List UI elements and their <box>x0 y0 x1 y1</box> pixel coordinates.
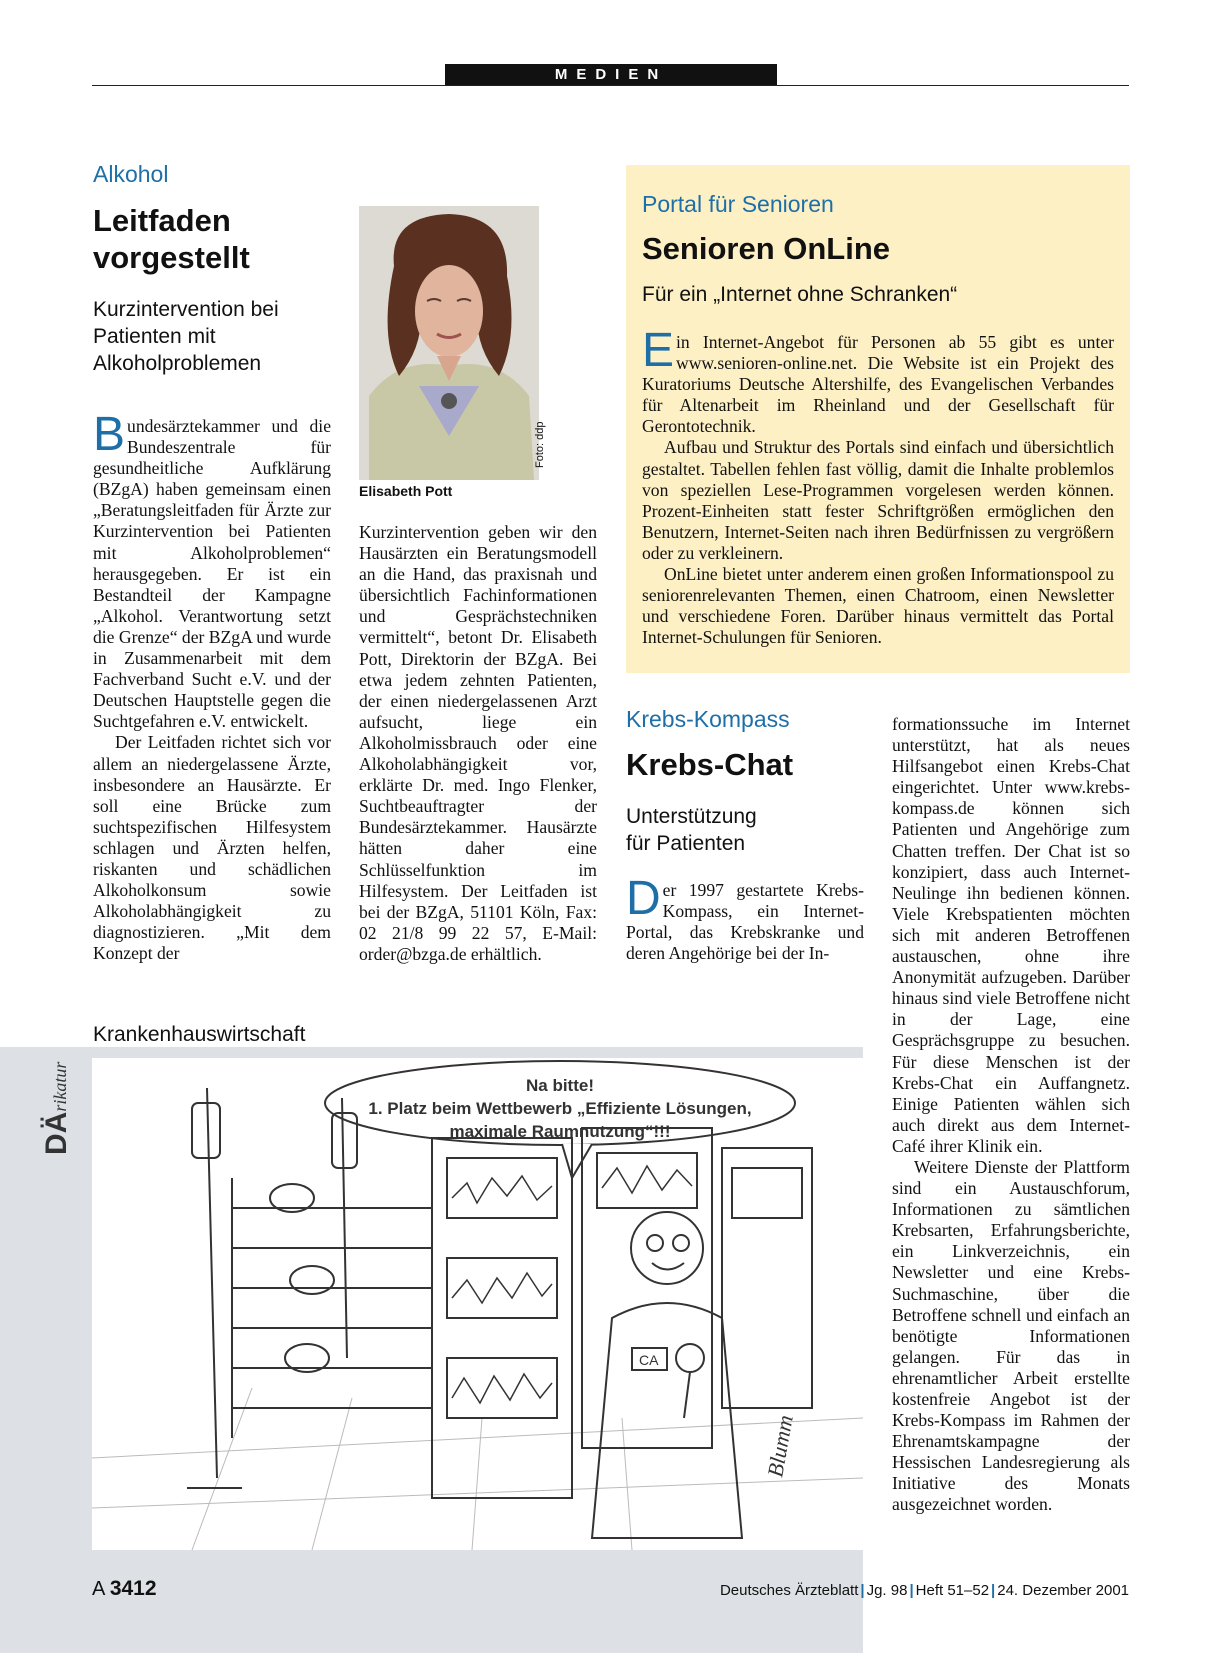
speech-line-3: maximale Raumnutzung“!!! <box>449 1122 671 1141</box>
krebs-col1-p1: er 1997 gestartete Krebs-Kompass, ein Internet-Portal, das Krebskranke und deren Angehörige bei der In- <box>626 880 864 964</box>
header-rule <box>92 85 1129 86</box>
senioren-dropcap: E <box>642 324 675 377</box>
journal-volume: Jg. 98 <box>866 1582 908 1599</box>
senioren-p2: Aufbau und Struktur des Portals sind einfach und übersichtlich gestaltet. Tabellen fehlen fast völlig, damit die Inhalte problemlos von speziellen Lese-Programmen vorgelesen werden können. Prozent-Einheiten statt fester Schriftgrößen ermöglichen den Benutzern, Internet-Seiten nach ihren Bedürfnissen zu vergrößern oder zu verkleinern. <box>642 437 1114 563</box>
krebs-col2-p1: formationssuche im Internet unterstützt, hat als neues Hilfsangebot einen Krebs-Chat eingerichtet. Unter www.krebs-kompass.de können sich Patienten und Angehörige zum Chatten treffen. Der Chat ist so konzipiert, dass auch Internet-Neulinge ihn bedienen können. Viele Krebspatienten möchten sich mit anderen Betroffenen austauschen, ohne ihre Anonymität aufzugeben. Darüber hinaus sind viele Betroffene nicht in der Lage, eine Gesprächsgruppe zu besuchen. Für diese Menschen ist der Krebs-Chat ein Auffangnetz. Einige Patienten wählen sich auch direkt aus dem Internet-Café ihrer Klinik ein. <box>892 714 1130 1156</box>
page-number: A 3412 <box>92 1577 157 1600</box>
doctor-badge: CA <box>639 1352 659 1368</box>
cartoonist-signature: Blumm <box>762 1413 798 1479</box>
senioren-kicker: Portal für Senioren <box>642 191 834 217</box>
journal-issue: Heft 51–52 <box>915 1582 990 1599</box>
da-rikatur-logo: DÄrikatur <box>40 1061 73 1155</box>
speech-line-2: 1. Platz beim Wettbewerb „Effiziente Lösungen, <box>368 1099 752 1118</box>
senioren-headline: Senioren OnLine <box>642 231 891 266</box>
krebs-subtitle: Unterstützung für Patienten <box>626 805 757 855</box>
journal-name: Deutsches Ärzteblatt <box>719 1582 859 1599</box>
alkohol-subtitle: Kurzintervention bei Patienten mit Alkoholproblemen <box>93 298 279 375</box>
portrait-photo <box>359 206 539 480</box>
krebs-headline: Krebs-Chat <box>626 747 794 782</box>
alkohol-col1-p1: undesärztekammer und die Bundeszentrale für gesundheitliche Aufklärung (BZgA) haben gemeinsam einen „Beratungsleitfaden für Ärzte zur Kurzintervention bei Patienten mit Alkoholproblemen“ herausgegeben. Er ist ein Bestandteil der Kampagne „Alkohol. Verantwortung setzt die Grenze“ der BZgA und wurde in Zusammenarbeit mit dem Fachverband Sucht e.V. und der Deutschen Hauptstelle gegen die Suchtgefahren e.V. entwickelt. <box>93 416 331 732</box>
cartoon-illustration <box>92 1058 863 1550</box>
senioren-p1: in Internet-Angebot für Personen ab 55 gibt es unter www.senioren-online.net. Die Website ist ein Projekt des Kuratoriums Deutsche Altershilfe, des Evangelischen Verbandes für Altenarbeit im Rheinland und der Gesellschaft für Gerontotechnik. <box>642 332 1114 437</box>
alkohol-column-1 <box>93 408 331 964</box>
alkohol-dropcap: B <box>93 408 126 461</box>
alkohol-kicker: Alkohol <box>93 161 169 187</box>
cartoon-drawing <box>92 1058 863 1550</box>
journal-footer: Deutsches Ärzteblatt | Jg. 98 | Heft 51–52 | 24. Dezember 2001 <box>719 1582 1129 1599</box>
senioren-body <box>642 324 1114 648</box>
krebs-dropcap: D <box>626 872 661 925</box>
speech-line-1: Na bitte! <box>526 1076 594 1095</box>
cartoon-title: Krankenhauswirtschaft <box>93 1023 306 1046</box>
krebs-column-1 <box>626 872 864 964</box>
alkohol-col1-p2: Der Leitfaden richtet sich vor allem an niedergelassene Ärzte, insbesondere an Hausärzte. Er soll eine Brücke zum suchtspezifischen Hilfesystem schlagen und Ärzten helfen, riskanten und schädlichen Alkoholkonsum sowie Alkoholabhängigkeit zu diagnostizieren. „Mit dem Konzept der <box>93 732 331 964</box>
photo-caption: Elisabeth Pott <box>359 483 453 499</box>
portrait-illustration <box>359 206 539 480</box>
krebs-col2-p2: Weitere Dienste der Plattform sind ein Austauschforum, Informationen zu sämtlichen Krebsarten, Erfahrungsberichte, ein Linkverzeichnis, ein Newsletter und eine Krebs-Suchmaschine, über die Betroffene schnell und einfach an benötigte Informationen gelangen. Für das in ehrenamtlicher Arbeit erstellte kostenfreie Angebot ist der Krebs-Kompass im Rahmen der Ehrenamtskampagne der Hessischen Landesregierung als Initiative des Monats ausgezeichnet worden. <box>892 1156 1130 1515</box>
alkohol-col2-p1: Kurzintervention geben wir den Hausärzten ein Beratungsmodell an die Hand, das praxisnah und übersichtlich Fachinformationen und Gesprächstechniken vermittelt“, betont Dr. Elisabeth Pott, Direktorin der BZgA. Bei etwa jedem zehnten Patienten, der einen niedergelassenen Arzt aufsucht, liege ein Alkoholmissbrauch oder eine Alkoholabhängigkeit vor, erklärte Dr. med. Ingo Flenker, Suchtbeauftragter der Bundesärztekammer. Hausärzte hätten daher eine Schlüsselfunktion im Hilfesystem. Der Leitfaden ist bei der BZgA, 51101 Köln, Fax: 02 21/8 99 22 57, E-Mail: order@bzga.de erhältlich. <box>359 522 597 964</box>
photo-credit: Foto: ddp <box>534 421 546 468</box>
section-header: MEDIEN <box>445 64 777 85</box>
krebs-kicker: Krebs-Kompass <box>626 706 790 732</box>
senioren-p3: OnLine bietet unter anderem einen großen Informationspool zu seniorenrelevanten Themen, einen Chatroom, einen Newsletter und verschiedene Foren. Darüber hinaus vermittelt das Portal Internet-Schulungen für Senioren. <box>642 564 1114 648</box>
alkohol-column-2 <box>359 522 597 965</box>
alkohol-headline: Leitfaden vorgestellt <box>93 203 250 275</box>
journal-date: 24. Dezember 2001 <box>997 1582 1129 1599</box>
krebs-column-2 <box>892 714 1130 1516</box>
senioren-subtitle: Für ein „Internet ohne Schranken“ <box>642 283 958 306</box>
